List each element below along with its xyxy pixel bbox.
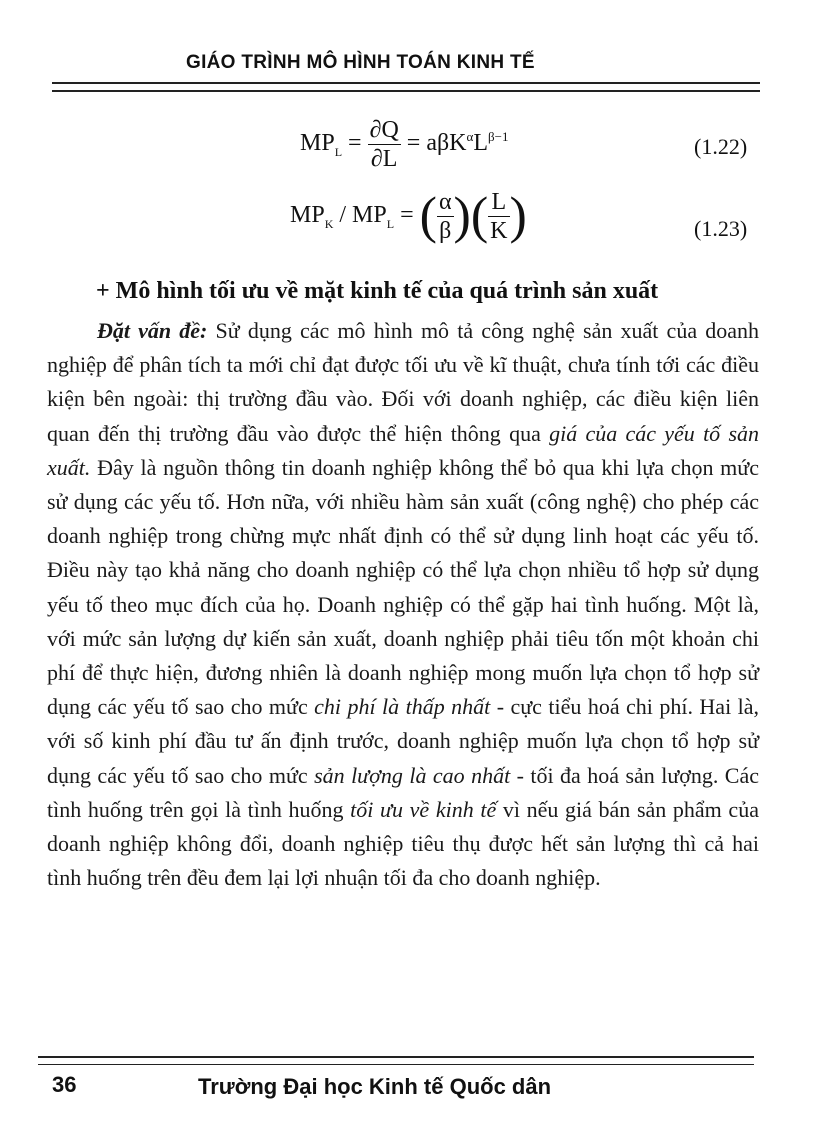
eq1-lhs: MP	[300, 130, 335, 157]
paragraph-text-5: vì nếu giá bán sản phẩm của doanh nghiệp không đổi, doanh nghiệp tiêu thụ được hết sản lượng thì cả hai tình huống trên đều đem lại lợi nhuận tối đa cho doanh nghiệp.	[47, 796, 759, 891]
eq2-f1-num: α	[438, 189, 452, 215]
eq2-lhs2-sub: L	[386, 216, 395, 231]
page-number: 36	[52, 1072, 77, 1097]
equation-number-1-23: (1.23)	[694, 216, 748, 241]
equation-1-22: $MP_L$ = $\frac{\partial Q}{\partial L}$ = $a\beta K^\alpha L^{\beta-1}$	[300, 117, 509, 172]
body-paragraph	[47, 314, 759, 895]
header-rule-thin	[52, 90, 760, 92]
paragraph-text-2: Đây là nguồn thông tin doanh nghiệp không thể bỏ qua khi lựa chọn mức sử dụng các yếu tố. Hơn nữa, với nhiều hàm sản xuất (công nghệ) cho phép các doanh nghiệp trong chừng mực nhất định có thể sử dụng linh hoạt các yếu tố. Điều này tạo khả năng cho doanh nghiệp có thể lựa chọn nhiều tổ hợp sử dụng yếu tố theo mục đích của họ. Doanh nghiệp có thể gặp hai tình huống. Một là, với mức sản lượng dự kiến sản xuất, doanh nghiệp phải tiêu tốn một khoản chi phí để thực hiện, đương nhiên là doanh nghiệp mong muốn lựa chọn tổ hợp sử dụng các yếu tố sao cho mức	[47, 454, 759, 720]
equation-number-1-22: (1.22)	[694, 134, 748, 159]
eq2-lhs1: MP	[290, 202, 325, 229]
footer-rule-thin	[38, 1064, 754, 1065]
eq2-sep: / MP	[333, 202, 387, 229]
paragraph-text-4: - tối đa hoá sản lượng. Các tình huống trên gọi là tình huống	[47, 762, 760, 822]
eq2-equals: =	[394, 202, 414, 229]
eq2-lhs1-sub: K	[324, 216, 334, 231]
paragraph-text-3: - cực tiểu hoá chi phí. Hai là, với số kinh phí đầu tư ấn định trước, doanh nghiệp muốn lựa chọn tổ hợp sử dụng các yếu tố sao cho mức	[47, 694, 759, 788]
eq1-fraction	[368, 116, 401, 173]
eq1-lhs-sub: L	[334, 144, 343, 159]
eq2-f2-num: L	[488, 188, 509, 217]
eq2-f1-den: β	[439, 218, 452, 244]
footer-rule-thick	[38, 1056, 754, 1058]
eq1-rhs-a: = aβK	[406, 130, 467, 157]
header-rule-thick	[52, 82, 760, 84]
eq1-rhs-exp1: α	[466, 129, 474, 145]
equation-1-23: $MP_K / MP_L$ = ( $\frac{\alpha}{\beta}$ )( $\frac{L}{K}$ )	[290, 187, 527, 245]
eq1-rhs-b: L	[473, 130, 488, 157]
eq2-fraction-2	[488, 188, 509, 245]
eq2-fraction-1	[437, 188, 454, 245]
paragraph-italic-2: chi phí là thấp nhất	[314, 694, 491, 720]
eq1-rhs-exp2: β−1	[488, 129, 509, 145]
paragraph-italic-1: giá của các yếu tố sản xuất.	[47, 420, 760, 480]
header-title: GIÁO TRÌNH MÔ HÌNH TOÁN KINH TẾ	[186, 52, 535, 73]
section-heading: + Mô hình tối ưu về mặt kinh tế của quá trình sản xuất	[96, 278, 659, 304]
footer-title: Trường Đại học Kinh tế Quốc dân	[198, 1074, 552, 1099]
eq1-frac-num: ∂Q	[369, 117, 399, 143]
eq2-f2-den: K	[490, 218, 508, 244]
paragraph-italic-3: sản lượng là cao nhất	[314, 762, 511, 788]
eq1-frac-den: ∂L	[370, 146, 398, 172]
paragraph-text-1: Sử dụng các mô hình mô tả công nghệ sản xuất của doanh nghiệp để phân tích ta mới chỉ đạt được tối ưu về kĩ thuật, chưa tính tới các điều kiện bên ngoài: thị trường đầu vào. Đối với doanh nghiệp, các điều kiện liên quan đến thị trường đầu vào được thể hiện thông qua	[47, 318, 759, 446]
paragraph-italic-4: tối ưu về kinh tế	[350, 796, 497, 822]
paragraph-lead: Đặt vấn đề:	[97, 318, 208, 343]
